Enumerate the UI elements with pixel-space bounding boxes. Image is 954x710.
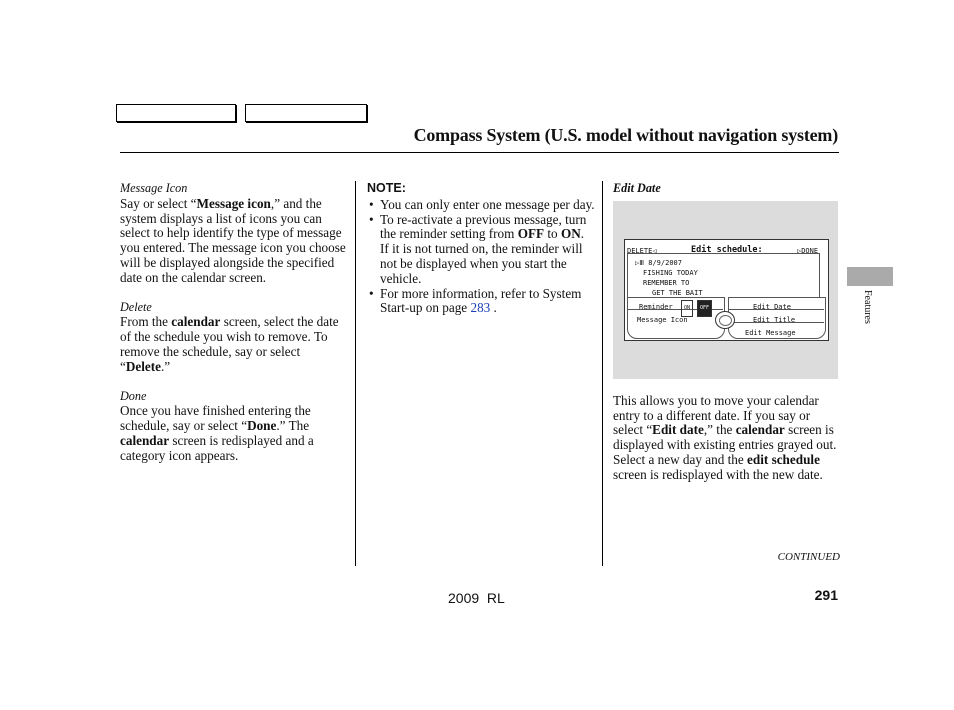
message-icon-text: Say or select “Message icon,” and the system displays a list of icons you can select to help identify the type of message you entered. The message icon you choose will be displayed alongside the specified date on the calendar screen. — [120, 195, 346, 285]
footer-model: 2009 RL — [448, 590, 505, 606]
delete-text: From the calendar screen, select the date of the schedule you wish to remove. To remove the schedule, say or select “Delete.” — [120, 314, 339, 374]
screen-message-icon-option: Message Icon — [637, 315, 688, 324]
note-bullet-3: • For more information, refer to System Start-up on page 283 . — [367, 287, 595, 317]
selector-knob-icon — [715, 311, 735, 329]
screen-title: Edit schedule: — [691, 244, 763, 255]
note-list — [367, 198, 595, 316]
edit-date-heading: Edit Date — [613, 181, 661, 195]
screen-line-2: REMEMBER TO — [643, 278, 690, 287]
screen-edit-date-option: Edit Date — [753, 302, 791, 311]
bold-term: Message icon — [196, 195, 271, 211]
continued-label: CONTINUED — [777, 551, 840, 563]
note-bullet-1: • You can only enter one message per day. — [367, 198, 595, 213]
page-title: Compass System (U.S. model without navigation system) — [413, 125, 838, 145]
done-heading: Done — [120, 388, 147, 403]
bold-term: Delete — [125, 358, 161, 374]
edit-schedule-screen — [624, 239, 829, 341]
screen-off-badge: OFF — [697, 300, 712, 317]
bold-term: edit schedule — [747, 451, 820, 467]
section-tab-marker — [847, 267, 893, 286]
screen-delete-label: DELETE◁ — [627, 246, 657, 255]
note-bullet-2: • To re-activate a previous message, turn the reminder setting from OFF to ON. If it is not turned on, the reminder will not be displayed when you start the vehicle. — [367, 213, 595, 287]
edit-date-text: This allows you to move your calendar entry to a different date. If you say or select “Edit date,” the calendar screen is displayed with existing entries grayed out. Select a new day and the edit schedule screen is redisplayed with the new date. — [613, 392, 837, 482]
bold-term: calendar — [171, 314, 221, 330]
screen-edit-message-option: Edit Message — [745, 328, 796, 337]
screen-date: ▷Ⅲ 8/9/2007 — [635, 258, 682, 267]
column-right — [613, 181, 839, 497]
column-divider-2 — [602, 181, 603, 566]
page-number: 291 — [814, 587, 838, 603]
title-rule — [120, 152, 839, 153]
bold-term: OFF — [517, 226, 545, 242]
column-left — [120, 181, 348, 478]
message-icon-heading: Message Icon — [120, 181, 188, 195]
screen-done-label: ▷DONE — [797, 246, 819, 255]
screen-line-3: GET THE BAIT — [652, 288, 703, 297]
edit-schedule-screenshot — [613, 201, 838, 379]
bold-term: calendar — [735, 422, 785, 438]
screen-line-1: FISHING TODAY — [643, 268, 698, 277]
done-text: Once you have finished entering the schedule, say or select “Done.” The calendar screen is redisplayed and a category icon appears. — [120, 403, 314, 463]
section-tab-label: Features — [862, 290, 873, 324]
header-tab-box-2 — [245, 104, 367, 122]
screen-on-badge: ON — [681, 300, 693, 317]
bold-term: Done — [247, 418, 277, 434]
bold-term: Edit date — [652, 422, 704, 438]
delete-heading: Delete — [120, 299, 152, 314]
bold-term: calendar — [120, 432, 170, 448]
screen-edit-title-option: Edit Title — [753, 315, 796, 324]
bold-term: ON — [560, 226, 581, 242]
screen-reminder-label: Reminder — [639, 302, 673, 311]
header-tab-box-1 — [116, 104, 236, 122]
column-divider-1 — [355, 181, 356, 566]
page-link[interactable]: 283 — [470, 300, 491, 316]
note-label: NOTE: — [367, 181, 406, 195]
column-middle — [367, 181, 595, 316]
